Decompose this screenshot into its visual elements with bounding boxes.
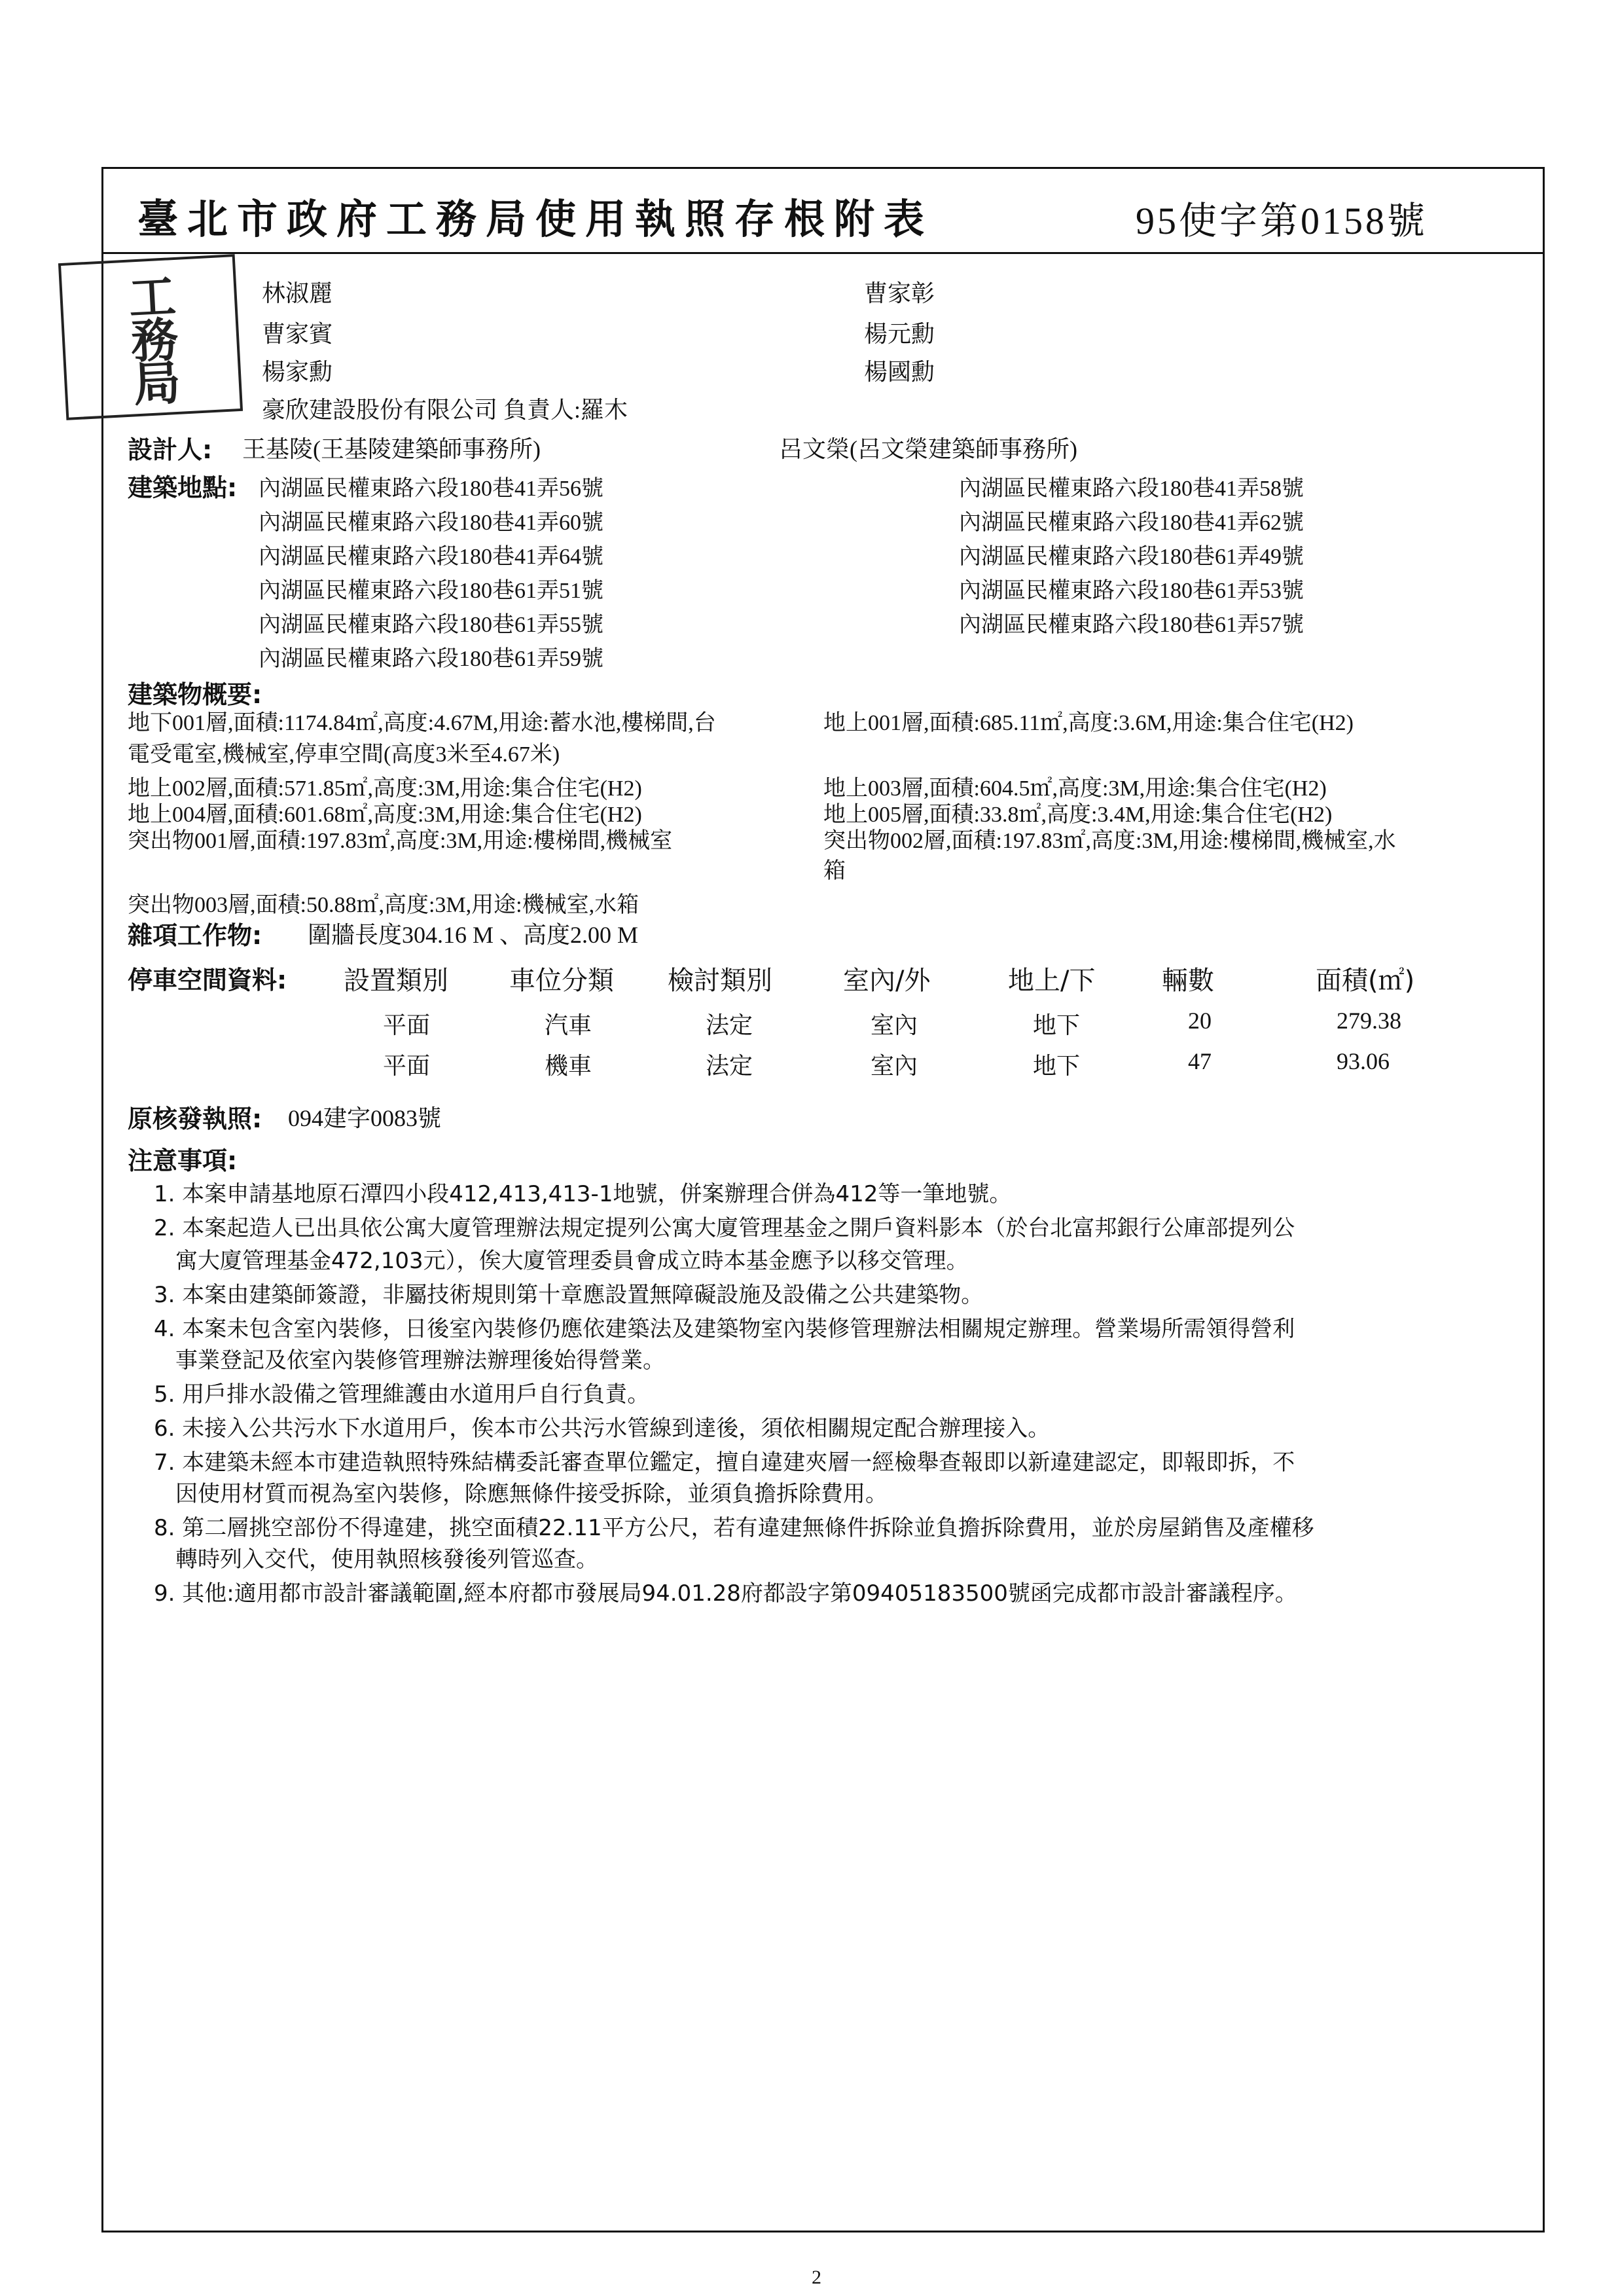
site-left-3: 內湖區民權東路六段180巷41弄64號 (259, 545, 603, 569)
note-2-line2: 寓大廈管理基金472,103元），俟大廈管理委員會成立時本基金應予以移交管理。 (175, 1248, 969, 1274)
parking-header-area: 面積(㎡) (1316, 966, 1415, 996)
owner-left-3: 楊家勳 (262, 359, 333, 385)
official-seal-stamp (58, 254, 243, 420)
overview-f4: 地上004層,面積:601.68㎡,高度:3M,用途:集合住宅(H2) (128, 803, 642, 827)
original-permit-value: 094建字0083號 (288, 1105, 442, 1131)
note-9: 9. 其他:適用都市設計審議範圍,經本府都市發展局94.01.28府都設字第09405183500號函完成都市設計審議程序。 (154, 1580, 1297, 1607)
parking-row2-area: 93.06 (1337, 1048, 1390, 1074)
site-left-2: 內湖區民權東路六段180巷41弄60號 (259, 511, 603, 535)
designer-1: 王基陵(王基陵建築師事務所) (242, 436, 541, 462)
note-8-line1: 8. 第二層挑空部份不得違建，挑空面積22.11平方公尺，若有違建無條件拆除並負擔拆除費用，並於房屋銷售及產權移 (154, 1515, 1314, 1541)
site-right-3: 內湖區民權東路六段180巷61弄49號 (959, 545, 1304, 569)
site-left-1: 內湖區民權東路六段180巷41弄56號 (259, 477, 603, 501)
parking-label: 停車空間資料: (128, 966, 287, 994)
overview-r2-line1: 突出物002層,面積:197.83㎡,高度:3M,用途:樓梯間,機械室,水 (823, 829, 1396, 853)
site-right-4: 內湖區民權東路六段180巷61弄53號 (959, 579, 1304, 603)
document-title: 臺北市政府工務局使用執照存根附表 (137, 195, 934, 243)
parking-header-level: 地上/下 (1008, 966, 1096, 996)
overview-b1-line1: 地下001層,面積:1174.84㎡,高度:4.67M,用途:蓄水池,樓梯間,台 (128, 711, 716, 735)
original-permit-label: 原核發執照: (128, 1104, 262, 1133)
parking-row2-type: 機車 (545, 1053, 592, 1079)
parking-row1-category: 平面 (383, 1012, 431, 1038)
note-6: 6. 未接入公共污水下水道用戶，俟本市公共污水管線到達後，須依相關規定配合辦理接入。 (154, 1415, 1051, 1442)
parking-row2-indoor: 室內 (871, 1053, 918, 1079)
owner-left-2: 曹家賓 (262, 321, 333, 347)
misc-value: 圍牆長度304.16 M 、高度2.00 M (308, 922, 639, 948)
page-number: 2 (812, 2267, 821, 2288)
overview-b1-line2: 電受電室,機械室,停車空間(高度3米至4.67米) (128, 742, 560, 767)
permit-number: 95使字第0158號 (1136, 200, 1428, 242)
misc-label: 雜項工作物: (128, 921, 262, 950)
site-label: 建築地點: (128, 473, 238, 502)
note-2-line1: 2. 本案起造人已出具依公寓大廈管理辦法規定提列公寓大廈管理基金之開戶資料影本（於台北富邦銀行公庫部提列公 (154, 1215, 1295, 1241)
parking-row1-count: 20 (1188, 1008, 1212, 1034)
site-left-4: 內湖區民權東路六段180巷61弄51號 (259, 579, 603, 603)
owner-left-1: 林淑麗 (262, 280, 333, 306)
owner-right-2: 楊元勳 (864, 321, 935, 347)
parking-row1-area: 279.38 (1337, 1008, 1401, 1034)
designer-label: 設計人: (128, 435, 213, 464)
parking-header-review: 檢討類別 (668, 966, 772, 996)
designer-2: 呂文榮(呂文榮建築師事務所) (779, 436, 1077, 462)
overview-r3: 突出物003層,面積:50.88㎡,高度:3M,用途:機械室,水箱 (128, 893, 639, 917)
site-right-1: 內湖區民權東路六段180巷41弄58號 (959, 477, 1304, 501)
parking-row2-category: 平面 (383, 1053, 431, 1079)
overview-f2: 地上002層,面積:571.85㎡,高度:3M,用途:集合住宅(H2) (128, 776, 642, 801)
overview-f3: 地上003層,面積:604.5㎡,高度:3M,用途:集合住宅(H2) (823, 776, 1327, 801)
parking-row1-type: 汽車 (545, 1012, 592, 1038)
site-right-2: 內湖區民權東路六段180巷41弄62號 (959, 511, 1304, 535)
note-4-line2: 事業登記及依室內裝修管理辦法辦理後始得營業。 (175, 1347, 665, 1374)
parking-row1-indoor: 室內 (871, 1012, 918, 1038)
owner-right-1: 曹家彰 (864, 280, 935, 306)
parking-row1-level: 地下 (1033, 1012, 1081, 1038)
owner-right-3: 楊國勳 (864, 359, 935, 385)
note-4-line1: 4. 本案未包含室內裝修，日後室內裝修仍應依建築法及建築物室內裝修管理辦法相關規定辦理。營業場所需領得營利 (154, 1316, 1295, 1342)
overview-r2-line2: 箱 (823, 859, 846, 883)
site-left-5: 內湖區民權東路六段180巷61弄55號 (259, 613, 603, 637)
owner-left-4: 豪欣建設股份有限公司 負責人:羅木 (262, 397, 628, 423)
parking-header-type: 車位分類 (509, 966, 614, 996)
notes-label: 注意事項: (128, 1146, 238, 1175)
parking-row2-level: 地下 (1033, 1053, 1081, 1079)
parking-row2-review: 法定 (706, 1053, 753, 1079)
note-1: 1. 本案申請基地原石潭四小段412,413,413-1地號，併案辦理合併為412等一筆地號。 (154, 1181, 1012, 1207)
overview-r1: 突出物001層,面積:197.83㎡,高度:3M,用途:樓梯間,機械室 (128, 829, 673, 853)
note-5: 5. 用戶排水設備之管理維護由水道用戶自行負責。 (154, 1381, 650, 1408)
seal-text: 工務局 (119, 270, 183, 404)
parking-row2-count: 47 (1188, 1048, 1212, 1074)
note-7-line2: 因使用材質而視為室內裝修，除應無條件接受拆除，並須負擔拆除費用。 (175, 1481, 888, 1507)
parking-header-category: 設置類別 (344, 966, 448, 996)
note-7-line1: 7. 本建築未經本市建造執照特殊結構委託審查單位鑑定，擅自違建夾層一經檢舉查報即以新違建認定，即報即拆，不 (154, 1449, 1295, 1476)
site-right-5: 內湖區民權東路六段180巷61弄57號 (959, 613, 1304, 637)
parking-row1-review: 法定 (706, 1012, 753, 1038)
note-8-line2: 轉時列入交代，使用執照核發後列管巡查。 (175, 1546, 598, 1573)
title-rule (101, 252, 1545, 254)
parking-header-indoor: 室內/外 (843, 966, 931, 996)
parking-header-count: 輛數 (1162, 966, 1214, 996)
overview-f1: 地上001層,面積:685.11㎡,高度:3.6M,用途:集合住宅(H2) (823, 711, 1354, 735)
site-left-6: 內湖區民權東路六段180巷61弄59號 (259, 647, 603, 671)
overview-label: 建築物概要: (128, 680, 262, 709)
overview-f5: 地上005層,面積:33.8㎡,高度:3.4M,用途:集合住宅(H2) (823, 803, 1333, 827)
note-3: 3. 本案由建築師簽證，非屬技術規則第十章應設置無障礙設施及設備之公共建築物。 (154, 1282, 984, 1308)
